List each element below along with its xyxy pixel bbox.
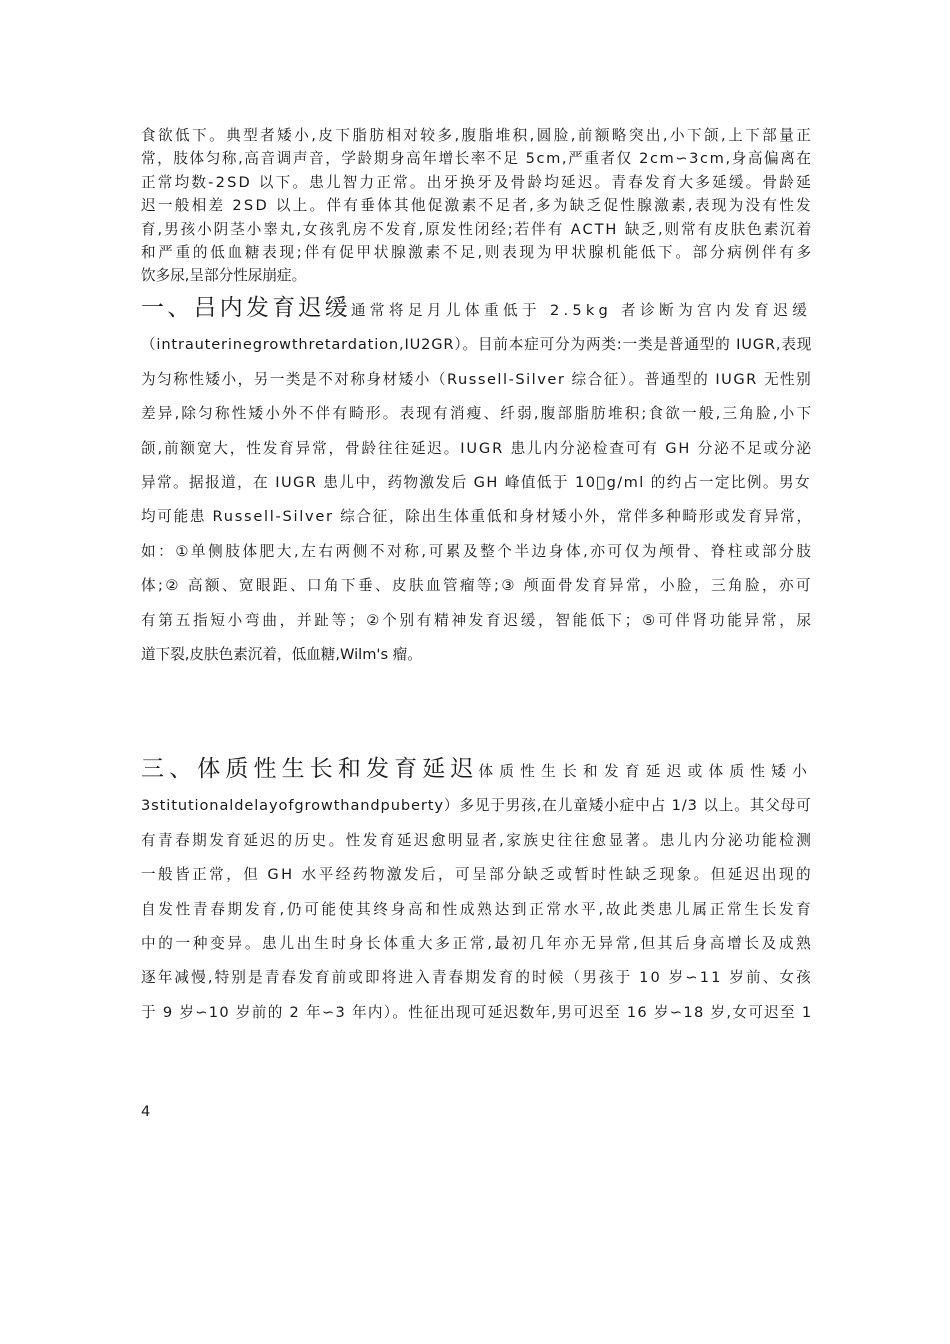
section-heading-line [141,291,811,328]
text-line: 差异,除匀称性矮小外不伴有畸形。表现有消瘦、纤弱,腹部脂肪堆积;食欲一般,三角脸,小下 [141,405,814,423]
text-line: 常，肢体匀称,高音调声音，学龄期身高年增长率不足 5cm,严重者仅 2cm∽3cm,身高偏离在 [141,150,813,168]
text-line: 体;② 高额、宽眼距、口角下垂、皮肤血管瘤等;③ 颅面骨发育异常，小脸，三角脸，亦可 [141,577,814,595]
text-line: 有青春期发育延迟的历史。性发育延迟愈明显者,家族史往往愈显著。患儿内分泌功能检测 [141,831,814,849]
text-line: 正常均数-2SD 以下。患儿智力正常。出牙换牙及骨龄均延迟。青春发育大多延缓。骨龄延 [141,173,813,191]
section-heading: 一、吕内发育迟缓 [141,295,351,321]
text-line: （intrauterinegrowthretardation,IU2GR）。目前本症可分为两类:一类是普通型的 IUGR,表现 [141,336,813,354]
text-line: 如：①单侧肢体肥大,左右两侧不对称,可累及整个半边身体,亦可仅为颅骨、脊柱或部分肢 [141,542,814,560]
section-heading: 三、体质性生长和发育延迟 [141,756,479,782]
text-line: 中的一种变异。患儿出生时身长体重大多正常,最初几年亦无异常,但其后身高增长及成熟 [141,935,814,953]
section-heading-line [141,752,811,789]
page-number: 4 [141,1103,151,1120]
text-line: 3stitutionaldelayofgrowthandpuberty）多见于男孩,在儿童矮小症中占 1/3 以上。其父母可 [141,797,812,815]
intro-paragraph [141,124,814,288]
text-line: 自发性青春期发育,仍可能使其终身高和性成熟达到正常水平,故此类患儿属正常生长发育 [141,900,814,918]
section-three [141,752,814,1030]
section-lead: 体质性生长和发育延迟或体质性矮小 [478,763,812,780]
text-line: 为匀称性矮小，另一类是不对称身材矮小（Russell-Silver 综合征）。普通型的 IUGR 无性别 [141,370,813,388]
text-line: 和严重的低血糖表现;伴有促甲状腺激素不足,则表现为甲状腺机能低下。部分病例伴有多 [141,244,814,262]
text-line: 食欲低下。典型者矮小,皮下脂肪相对较多,腹脂堆积,圆脸,前额略突出,小下颌,上下部量正 [141,127,814,144]
text-line: 育,男孩小阴茎小睾丸,女孩乳房不发育,原发性闭经;若伴有 ACTH 缺乏,则常有皮肤色素沉着 [141,220,814,238]
text-line: 逐年减慢,特别是青春发育前或即将进入青春期发育的时候（男孩于 10 岁∽11 岁前、女孩 [141,969,813,987]
text-line: 颌,前额宽大，性发育异常，骨龄往往延迟。IUGR 患儿内分泌检查可有 GH 分泌不足或分泌 [141,439,813,457]
section-lead: 通常将足月儿体重低于 2.5kg 者诊断为宫内发育迟缓 [350,302,812,319]
text-line: 均可能患 Russell-Silver 综合征，除出生体重低和身材矮小外，常伴多种畸形或发育异常， [141,508,813,526]
text-line: 有第五指短小弯曲，并趾等；②个别有精神发育迟缓，智能低下；⑤可伴肾功能异常，尿 [141,611,814,629]
text-line: 道下裂,皮肤色素沉着，低血糖,Wilm's 瘤。 [141,646,422,664]
text-line: 一般皆正常，但 GH 水平经药物激发后，可呈部分缺乏或暂时性缺乏现象。但延迟出现的 [141,866,813,884]
text-line: 异常。据报道，在 IUGR 患儿中，药物激发后 GH 峰值低于 10􀀁g/ml 的约占一定比例。男女 [141,474,811,492]
text-line: 迟一般相差 2SD 以上。伴有垂体其他促激素不足者,多为缺乏促性腺激素,表现为没有性发 [141,197,814,215]
text-line: 饮多尿,呈部分性尿崩症。 [141,267,307,285]
text-line: 于 9 岁∽10 岁前的 2 年∽3 年内）。性征出现可延迟数年,男可迟至 16 岁∽18 岁,女可迟至 1 [141,1003,813,1021]
section-one [141,291,814,672]
